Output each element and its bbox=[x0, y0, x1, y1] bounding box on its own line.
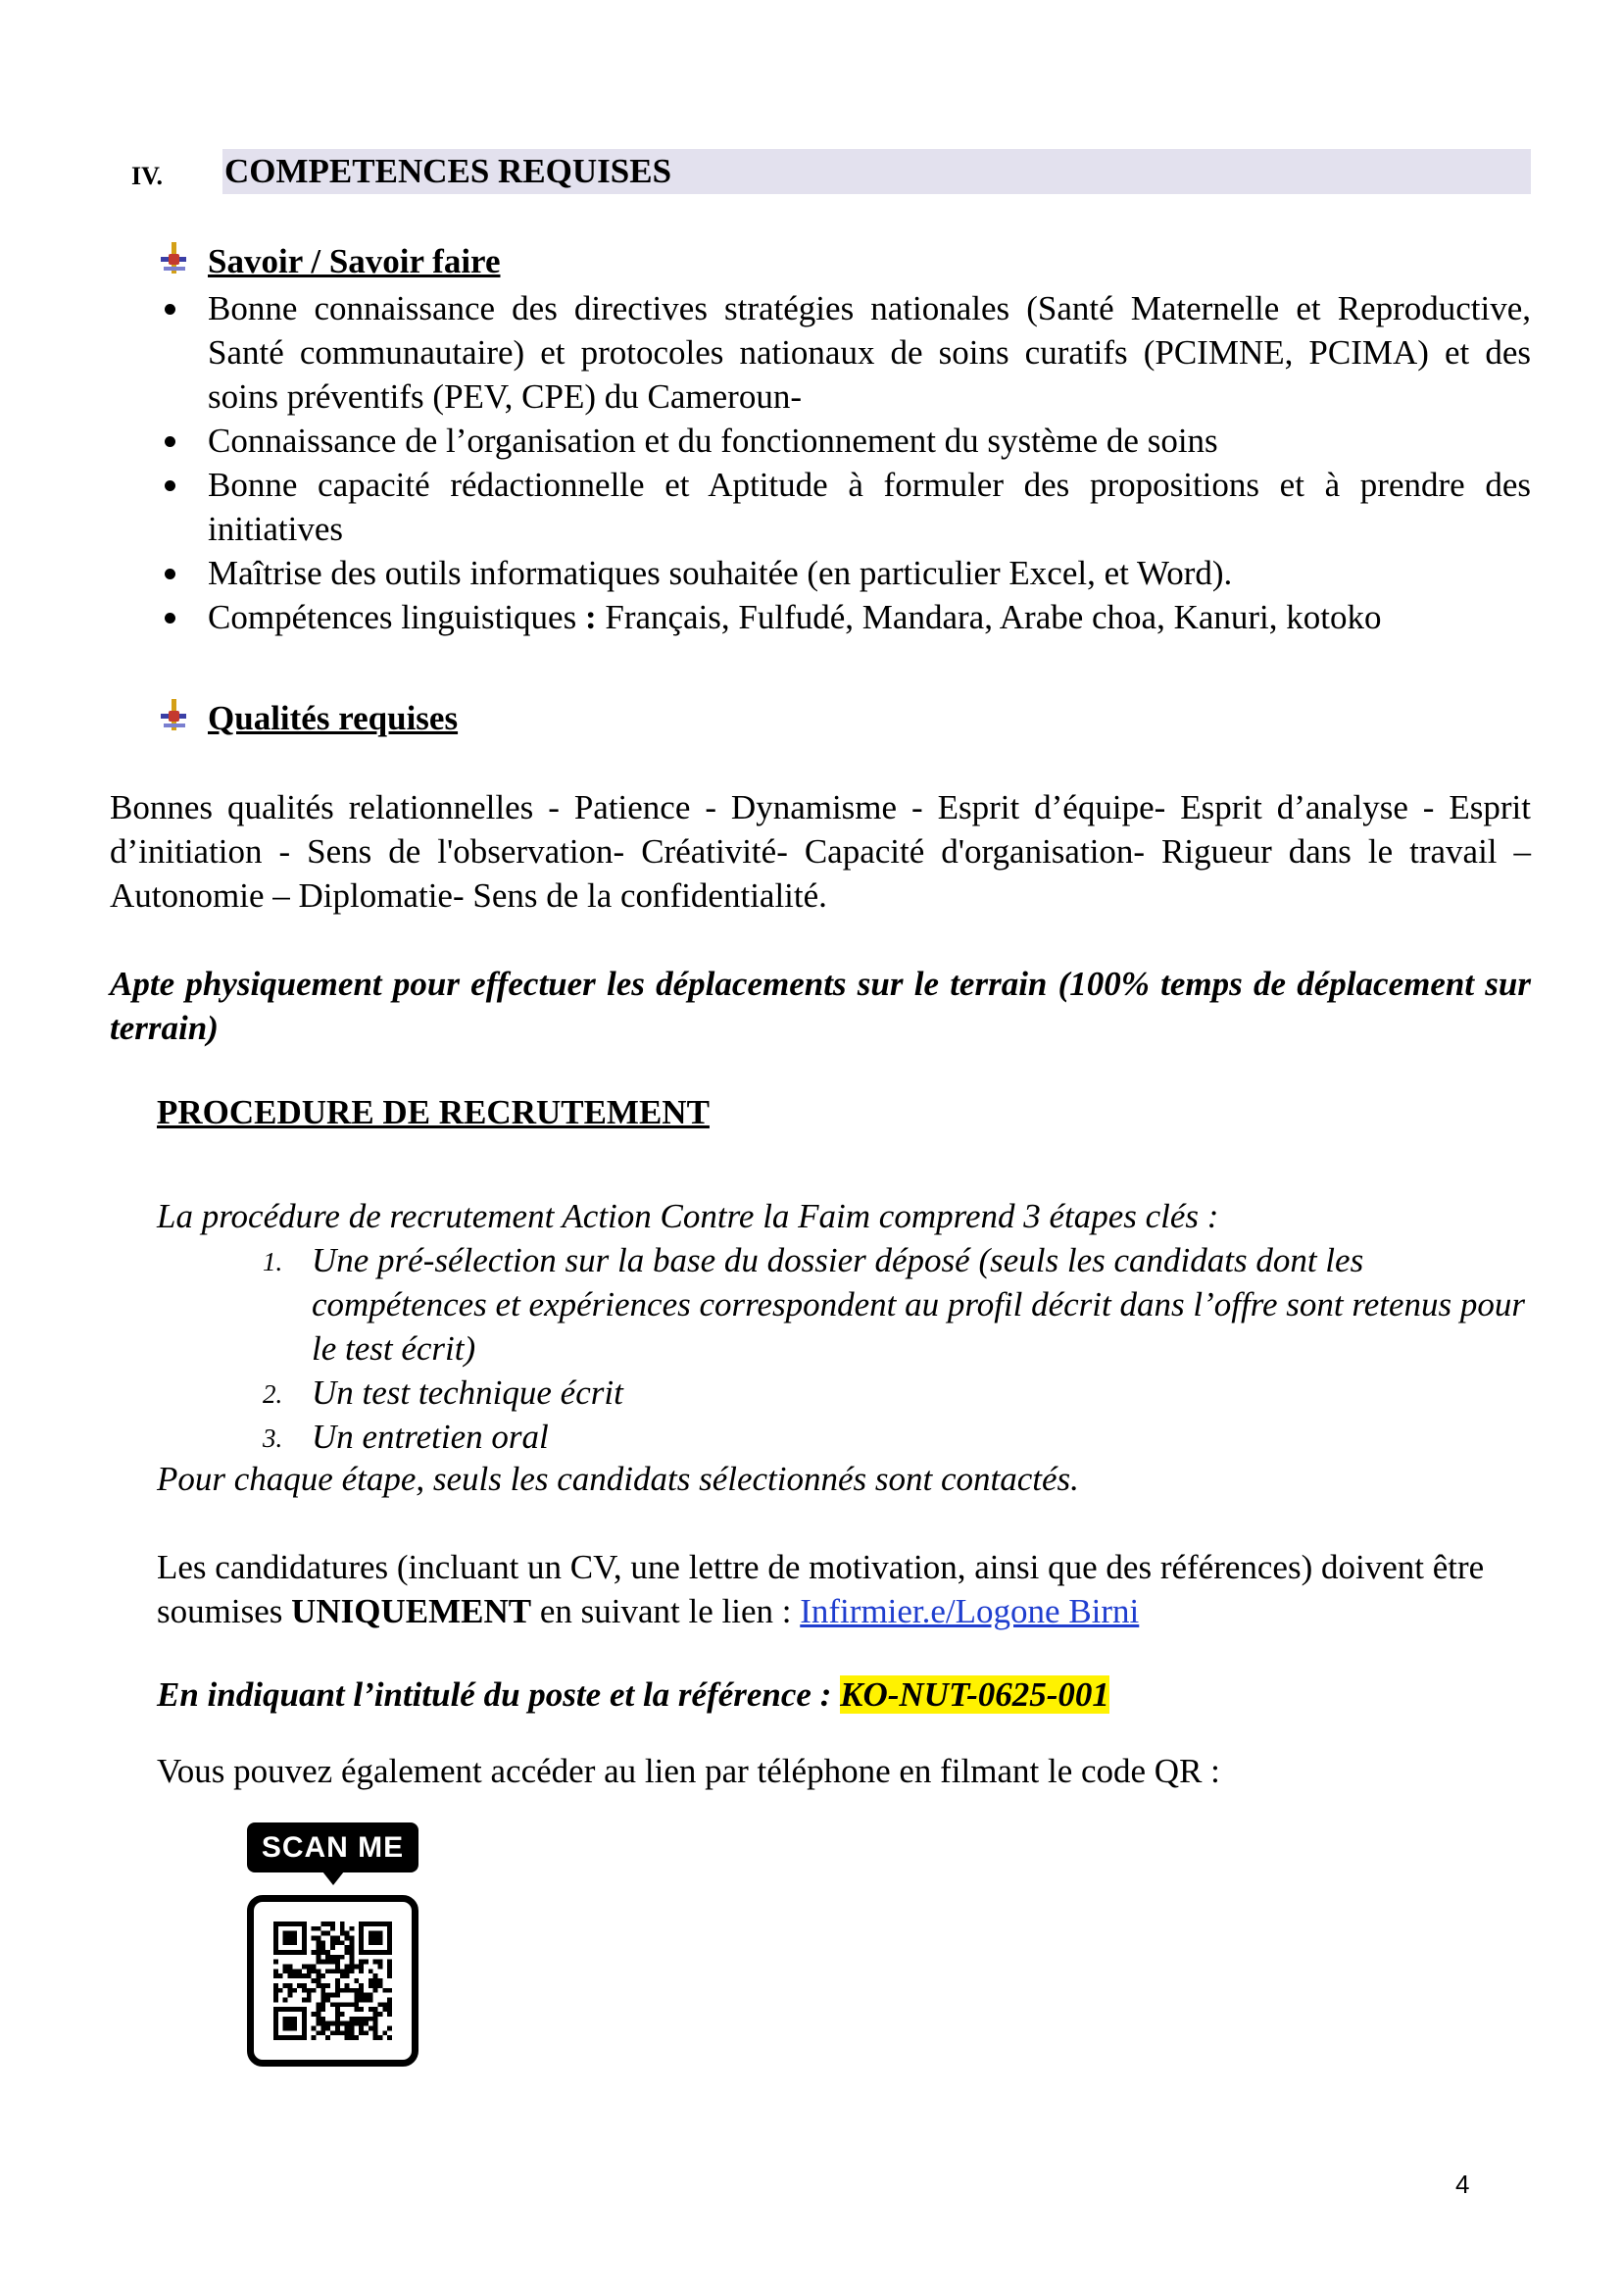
bullet-marker-icon bbox=[161, 699, 186, 730]
skills-list bbox=[161, 286, 1531, 639]
qualities-paragraph: Bonnes qualités relationnelles - Patience - Dynamisme - Esprit d’équipe- Esprit d’analyse - Esprit d’initiation - Sens de l'observation- Créativité- Capacité d'organisation- Rigueur dans le travail – Autonomie – Diplomatie- Sens de la confidentialité. bbox=[110, 788, 1531, 915]
list-item: 1. Une pré-sélection sur la base du dossier déposé (seuls les candidats dont les compétences et expériences correspondent au profil décrit dans l’offre sont retenus pour le test écrit) bbox=[263, 1241, 1526, 1368]
bullet-marker-icon bbox=[161, 242, 186, 274]
physical-requirement: Apte physiquement pour effectuer les déplacements sur le terrain (100% temps de déplacement sur terrain) bbox=[110, 965, 1531, 1047]
application-link[interactable]: Infirmier.e/Logone Birni bbox=[800, 1592, 1140, 1630]
qr-code[interactable] bbox=[247, 1895, 418, 2067]
list-item: Bonne capacité rédactionnelle et Aptitude à formuler des propositions et à prendre des initiatives bbox=[161, 463, 1531, 551]
bullet-dot-icon bbox=[165, 613, 175, 624]
application-paragraph: Les candidatures (incluant un CV, une lettre de motivation, ainsi que des références) doivent être soumises UNIQUEMENT en suivant le lien : Infirmier.e/Logone Birni bbox=[157, 1548, 1485, 1630]
list-item: Maîtrise des outils informatiques souhaitée (en particulier Excel, et Word). bbox=[161, 551, 1531, 595]
procedure-outro: Pour chaque étape, seuls les candidats sélectionnés sont contactés. bbox=[157, 1460, 1079, 1498]
list-item: Bonne connaissance des directives stratégies nationales (Santé Maternelle et Reproductive, Santé communautaire) et protocoles nationaux de soins curatifs (PCIMNE, PCIMA) et des soins préventifs (PEV, CPE) du Cameroun- bbox=[161, 286, 1531, 419]
scan-me-badge bbox=[247, 1822, 418, 1872]
savoir-heading: Savoir / Savoir faire bbox=[208, 242, 501, 280]
bullet-dot-icon bbox=[165, 480, 175, 491]
badge-pointer-icon bbox=[322, 1872, 344, 1885]
scan-me-label: SCAN ME bbox=[261, 1831, 405, 1864]
list-item: 3. Un entretien oral bbox=[263, 1418, 549, 1456]
bullet-dot-icon bbox=[165, 436, 175, 447]
procedure-steps bbox=[263, 1238, 1537, 1459]
qr-code-icon bbox=[273, 1922, 392, 2040]
page-number: 4 bbox=[1455, 2170, 1470, 2199]
reference-line: En indiquant l’intitulé du poste et la référence : KO-NUT-0625-001 bbox=[157, 1675, 1109, 1714]
list-item: 2. Un test technique écrit bbox=[263, 1373, 623, 1412]
section-title: COMPETENCES REQUISES bbox=[224, 152, 672, 190]
section-number: IV. bbox=[131, 162, 164, 190]
list-item: Connaissance de l’organisation et du fonctionnement du système de soins bbox=[161, 419, 1531, 463]
reference-code: KO-NUT-0625-001 bbox=[840, 1675, 1109, 1714]
list-item: Compétences linguistiques : Français, Fulfudé, Mandara, Arabe choa, Kanuri, kotoko bbox=[161, 595, 1531, 639]
bullet-dot-icon bbox=[165, 569, 175, 579]
qualites-heading: Qualités requises bbox=[208, 699, 459, 737]
procedure-intro: La procédure de recrutement Action Contre la Faim comprend 3 étapes clés : bbox=[157, 1197, 1219, 1235]
bullet-dot-icon bbox=[165, 304, 175, 315]
qr-intro-text: Vous pouvez également accéder au lien par téléphone en filmant le code QR : bbox=[157, 1752, 1220, 1790]
procedure-title: PROCEDURE DE RECRUTEMENT bbox=[157, 1093, 710, 1131]
